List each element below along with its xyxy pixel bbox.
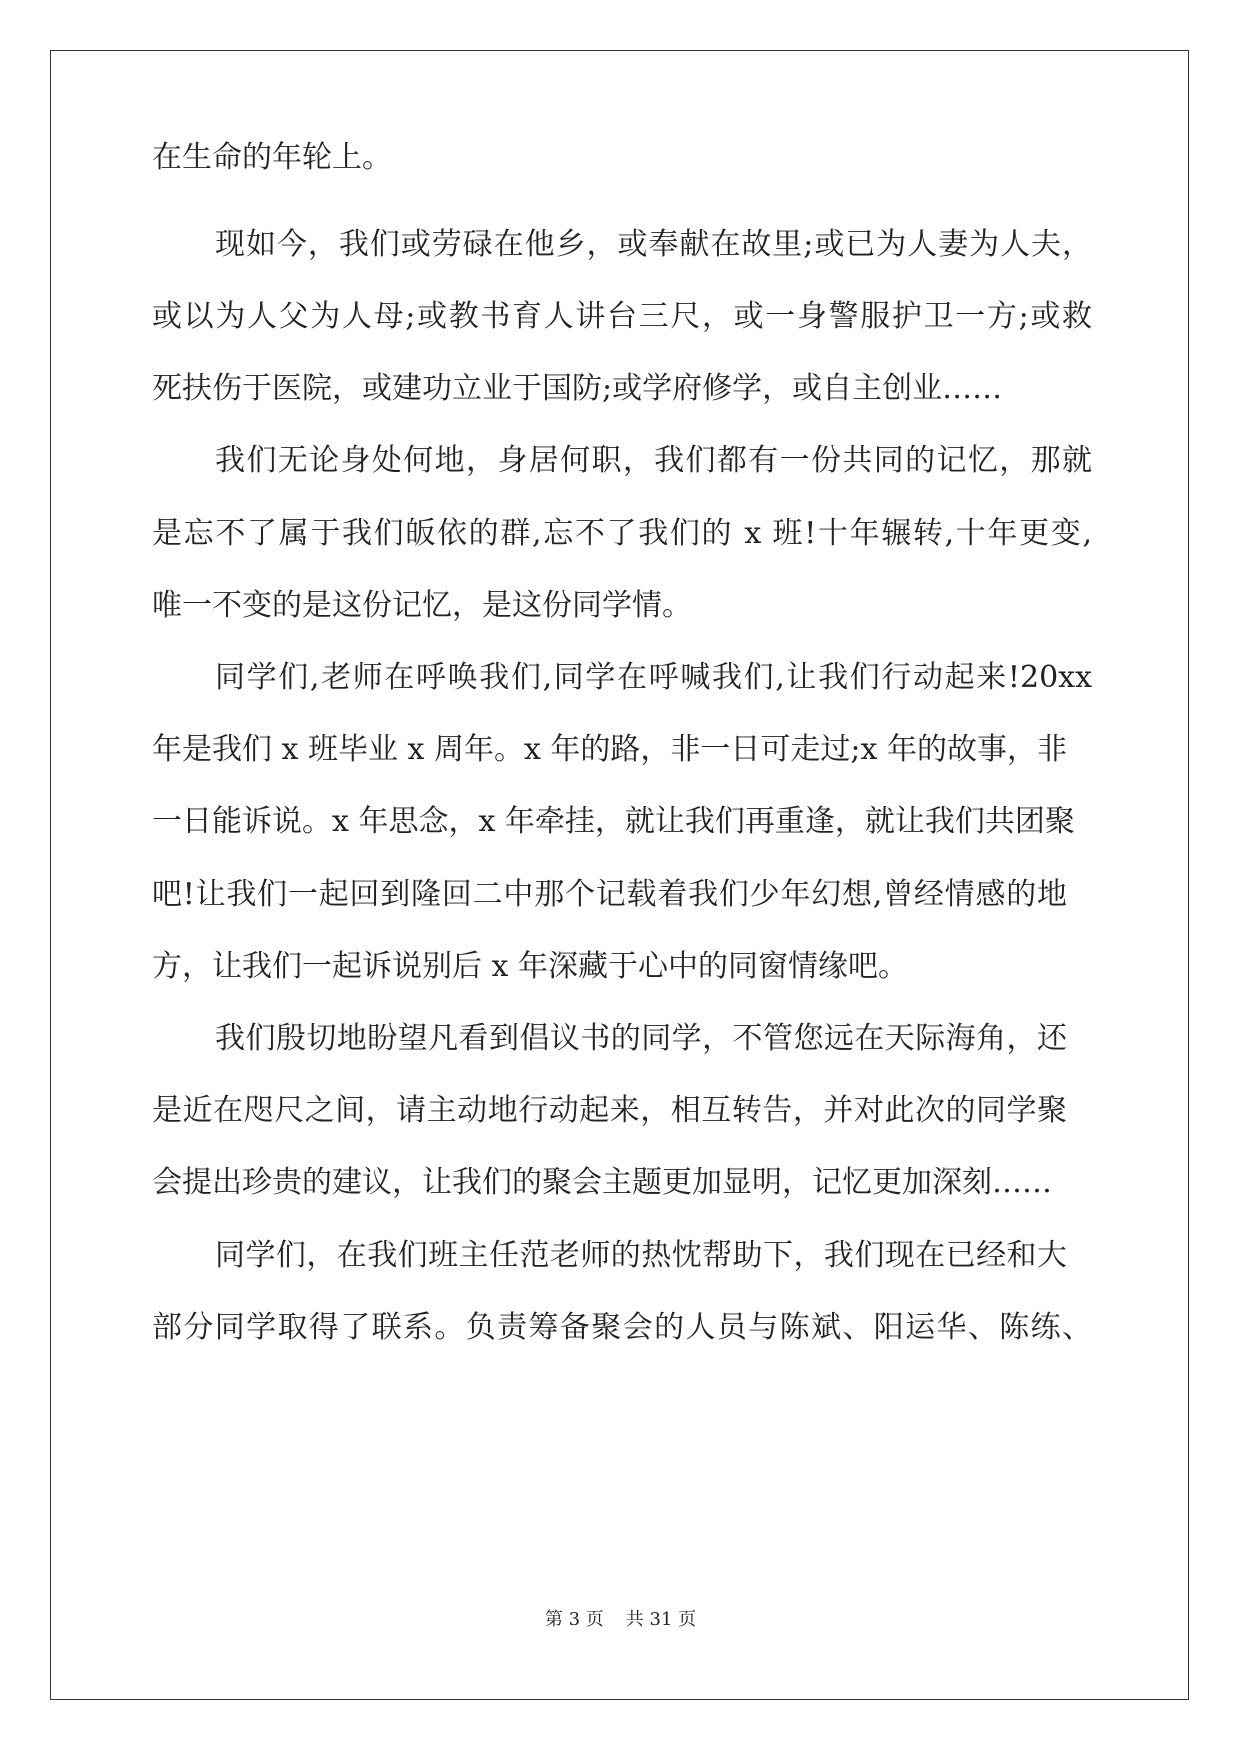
text-line: 在生命的年轮上。 (152, 140, 392, 175)
text-line: 会提出珍贵的建议，让我们的聚会主题更加显明，记忆更加深刻…… (152, 1165, 1052, 1200)
text-line: 年是我们 x 班毕业 x 周年。x 年的路，非一日可走过;x 年的故事，非 (152, 732, 1067, 767)
text-line: 方，让我们一起诉说别后 x 年深藏于心中的同窗情缘吧。 (152, 949, 908, 984)
text-line: 部分同学取得了联系。负责筹备聚会的人员与陈斌、阳运华、陈练、 (152, 1310, 1092, 1345)
paragraph-first-line: 我们殷切地盼望凡看到倡议书的同学，不管您远在天际海角，还 (215, 1021, 1067, 1056)
text-line: 吧!让我们一起回到隆回二中那个记载着我们少年幻想,曾经情感的地 (152, 877, 1067, 912)
paragraph-first-line: 现如今，我们或劳碌在他乡，或奉献在故里;或已为人妻为人夫， (215, 227, 1092, 262)
text-line: 是忘不了属于我们皈依的群,忘不了我们的 x 班!十年辗转,十年更变, (152, 516, 1092, 551)
page-footer (0, 1608, 1241, 1632)
paragraph-first-line: 同学们,老师在呼唤我们,同学在呼喊我们,让我们行动起来!20xx (215, 660, 1092, 695)
page-total: 共 31 页 (625, 1609, 697, 1630)
text-line: 是近在咫尺之间，请主动地行动起来，相互转告，并对此次的同学聚 (152, 1093, 1067, 1128)
text-line: 死扶伤于医院，或建功立业于国防;或学府修学，或自主创业…… (152, 371, 1003, 406)
text-line: 一日能诉说。x 年思念，x 年牵挂，就让我们再重逢，就让我们共团聚 (152, 804, 1075, 839)
text-line: 或以为人父为人母;或教书育人讲台三尺，或一身警服护卫一方;或救 (152, 299, 1092, 334)
page-number: 第 3 页 (544, 1609, 604, 1630)
text-line: 唯一不变的是这份记忆，是这份同学情。 (152, 588, 692, 623)
paragraph-first-line: 同学们，在我们班主任范老师的热忱帮助下，我们现在已经和大 (215, 1238, 1067, 1273)
paragraph-first-line: 我们无论身处何地，身居何职，我们都有一份共同的记忆，那就 (215, 443, 1092, 478)
